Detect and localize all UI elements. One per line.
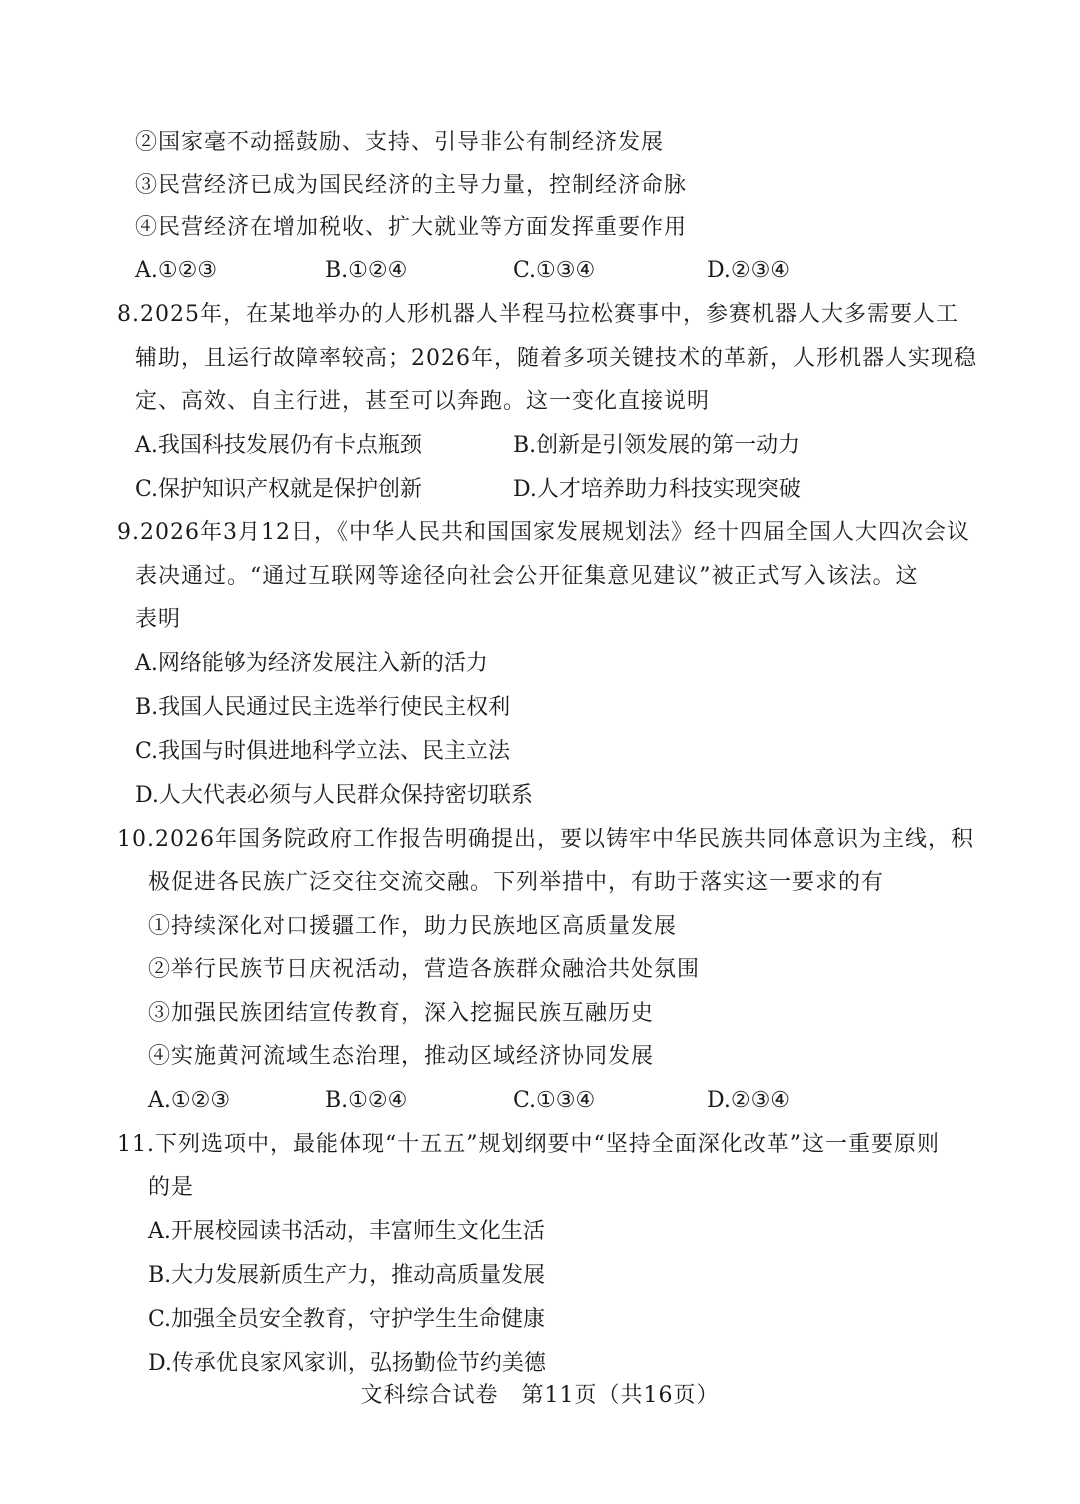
q9-stem-line-1: 9.2026年3月12日，《中华人民共和国国家发展规划法》经十四届全国人大四次会议 <box>117 520 970 545</box>
q10-choice-d: D.②③④ <box>707 1088 791 1113</box>
q7-item-2: ②国家毫不动摇鼓励、支持、引导非公有制经济发展 <box>135 130 665 155</box>
q10-stem-line-2: 极促进各民族广泛交往交流交融。下列举措中，有助于落实这一要求的有 <box>148 870 885 895</box>
q10-item-1: ①持续深化对口援疆工作，助力民族地区高质量发展 <box>148 914 678 939</box>
q8-stem-line-3: 定、高效、自主行进，甚至可以奔跑。这一变化直接说明 <box>135 389 711 414</box>
q7-choice-b: B.①②④ <box>325 258 408 283</box>
q8-stem-line-1: 8.2025年，在某地举办的人形机器人半程马拉松赛事中，参赛机器人大多需要人工 <box>117 302 959 327</box>
q9-stem-line-3: 表明 <box>135 607 182 632</box>
q11-choice-a: A.开展校园读书活动，丰富师生文化生活 <box>148 1219 545 1244</box>
q7-choice-a: A.①②③ <box>135 258 218 283</box>
q10-item-2: ②举行民族节日庆祝活动，营造各族群众融洽共处氛围 <box>148 957 701 982</box>
q10-choice-b: B.①②④ <box>325 1088 408 1113</box>
q8-choice-d: D.人才培养助力科技实现突破 <box>513 477 801 502</box>
q7-item-4: ④民营经济在增加税收、扩大就业等方面发挥重要作用 <box>135 215 688 240</box>
q7-choice-c: C.①③④ <box>513 258 596 283</box>
q10-choice-c: C.①③④ <box>513 1088 596 1113</box>
q8-choice-a: A.我国科技发展仍有卡点瓶颈 <box>135 433 422 458</box>
q8-choice-c: C.保护知识产权就是保护创新 <box>135 477 423 502</box>
q11-choice-b: B.大力发展新质生产力，推动高质量发展 <box>148 1263 546 1288</box>
q9-choice-c: C.我国与时俱进地科学立法、民主立法 <box>135 739 511 764</box>
q9-stem-line-2: 表决通过。“通过互联网等途径向社会公开征集意见建议”被正式写入该法。这 <box>135 564 919 589</box>
q7-choice-d: D.②③④ <box>707 258 791 283</box>
q10-item-3: ③加强民族团结宣传教育，深入挖掘民族互融历史 <box>148 1001 655 1026</box>
q10-stem-line-1: 10.2026年国务院政府工作报告明确提出，要以铸牢中华民族共同体意识为主线，积 <box>117 827 974 852</box>
q11-choice-c: C.加强全员安全教育，守护学生生命健康 <box>148 1307 546 1332</box>
q11-choice-d: D.传承优良家风家训，弘扬勤俭节约美德 <box>148 1351 546 1376</box>
q9-choice-d: D.人大代表必须与人民群众保持密切联系 <box>135 783 533 808</box>
q7-item-3: ③民营经济已成为国民经济的主导力量，控制经济命脉 <box>135 173 688 198</box>
q10-item-4: ④实施黄河流域生态治理，推动区域经济协同发展 <box>148 1044 655 1069</box>
page-footer: 文科综合试卷 第11页（共16页） <box>360 1383 720 1408</box>
q9-choice-a: A.网络能够为经济发展注入新的活力 <box>135 651 488 676</box>
q10-choice-a: A.①②③ <box>148 1088 231 1113</box>
q9-choice-b: B.我国人民通过民主选举行使民主权利 <box>135 695 511 720</box>
q8-choice-b: B.创新是引领发展的第一动力 <box>513 433 801 458</box>
q11-stem-line-2: 的是 <box>148 1175 195 1200</box>
q8-stem-line-2: 辅助，且运行故障率较高；2026年，随着多项关键技术的革新，人形机器人实现稳 <box>135 346 977 371</box>
q11-stem-line-1: 11.下列选项中，最能体现“十五五”规划纲要中“坚持全面深化改革”这一重要原则 <box>117 1132 940 1157</box>
